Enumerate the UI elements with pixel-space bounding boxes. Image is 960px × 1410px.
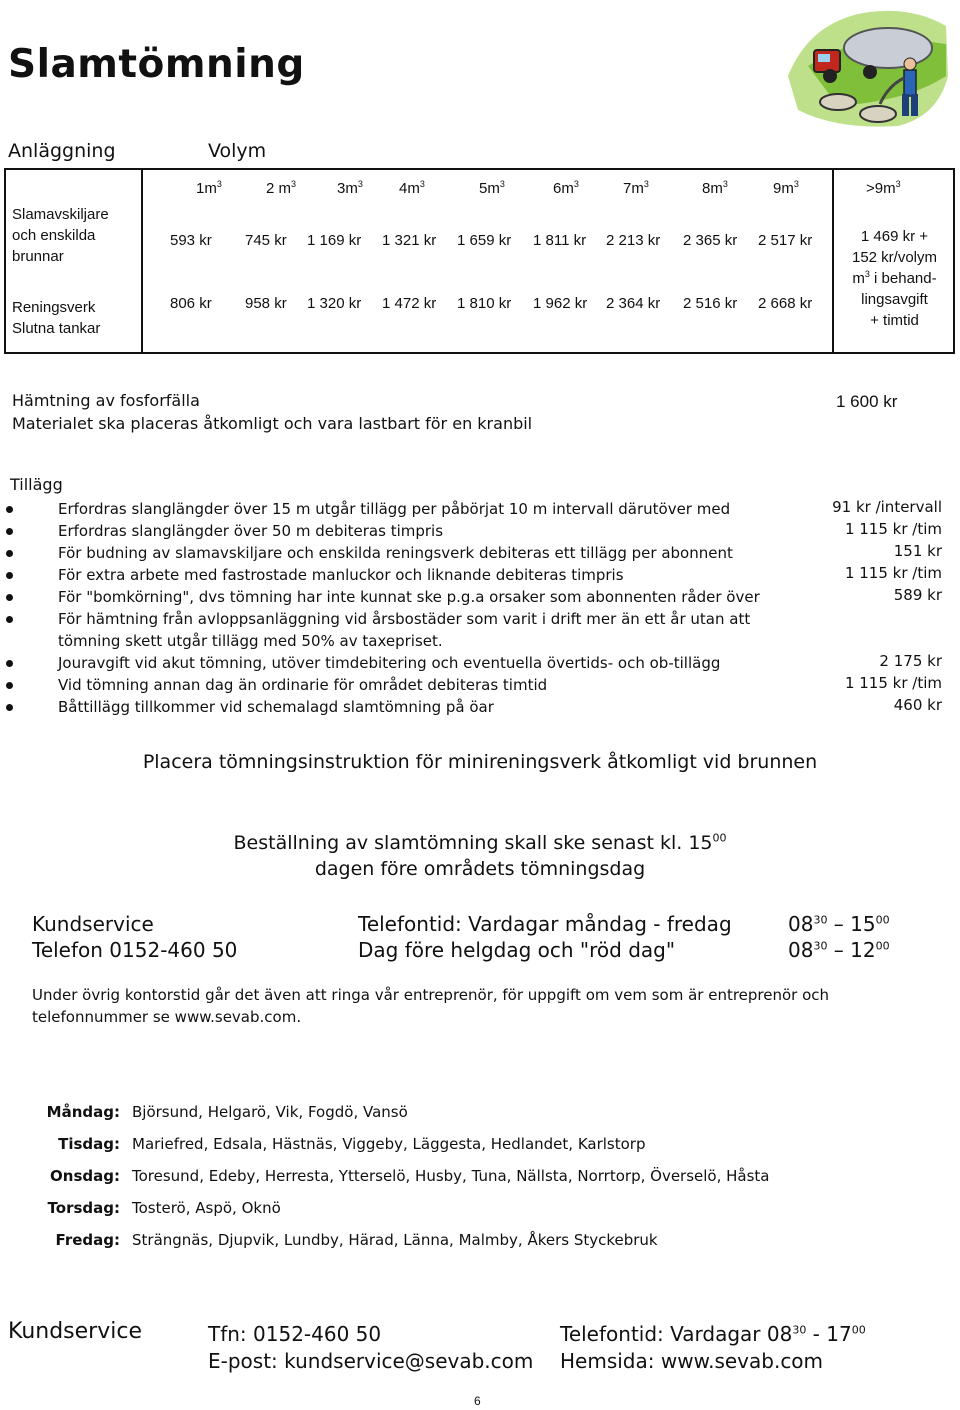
tillagg-value: 460 kr [893,696,942,714]
bullet-icon [6,550,13,557]
schedule-areas: Björsund, Helgarö, Vik, Fogdö, Vansö [132,1103,408,1121]
price-cell: 593 kr [170,232,212,249]
schedule-day: Onsdag: [50,1167,120,1185]
volume-header: $1m^3$ [196,179,222,197]
volume-header: $>9m^3$ [866,179,901,197]
price-cell: 1 811 kr [533,232,587,249]
tillagg-value: 1 115 kr /tim [844,674,942,692]
kundservice-label: Kundservice [32,912,154,936]
price-cell: 958 kr [245,295,287,312]
tillagg-item: För budning av slamavskiljare och enskilda reningsverk debiteras ett tillägg per abonnent [58,544,733,562]
fosfor-price: 1 600 kr [836,392,898,411]
tillagg-item: Jouravgift vid akut tömning, utöver timdebitering och eventuella övertids- och ob-tillägg [58,654,721,672]
bullet-icon [6,704,13,711]
over-9m3-price: 1 469 kr + 152 kr/volym $m^3$ i behand- lingsavgift + timtid [851,228,938,329]
tillagg-item: Vid tömning annan dag än ordinarie för området debiteras timtid [58,676,548,694]
fosfor-line2: Materialet ska placeras åtkomligt och vara lastbart för en kranbil [12,414,533,433]
schedule-day: Fredag: [55,1231,120,1249]
footer-phone: Tfn: 0152-460 50 [208,1322,382,1346]
ovrig-line2: telefonnummer se www.sevab.com. [32,1008,302,1026]
tillagg-value: 2 175 kr [879,652,942,670]
tillagg-value: 1 115 kr /tim [844,564,942,582]
bullet-icon [6,506,13,513]
ovrig-line1: Under övrig kontorstid går det även att ringa vår entreprenör, för uppgift om vem som är entreprenör och [32,986,830,1004]
bullet-icon [6,616,13,623]
bullet-icon [6,594,13,601]
price-cell: 745 kr [245,232,287,249]
schedule-areas: Strängnäs, Djupvik, Lundby, Härad, Länna, Malmby, Åkers Styckebruk [132,1231,658,1249]
schedule-day: Torsdag: [47,1199,120,1217]
bullet-icon [6,660,13,667]
volume-header: $6m^3$ [553,179,579,197]
price-cell: 1 810 kr [457,295,512,312]
kundservice-phone: Telefon 0152-460 50 [32,938,238,962]
tillagg-item: För extra arbete med fastrostade manluckor och liknande debiteras timpris [58,566,624,584]
tillagg-item: Båttillägg tillkommer vid schemalagd slamtömning på öar [58,698,494,716]
telefontid-weekdays: Telefontid: Vardagar måndag - fredag [358,912,732,936]
header-anlaggning: Anläggning [8,140,116,162]
bullet-icon [6,572,13,579]
bestallning-line2: dagen före områdets tömningsdag [314,858,646,880]
page-number: 6 [474,1394,481,1408]
schedule-areas: Tosterö, Aspö, Oknö [132,1199,281,1217]
placera-notice: Placera tömningsinstruktion för minireningsverk åtkomligt vid brunnen [142,751,818,773]
volume-header: $8m^3$ [702,179,728,197]
schedule-areas: Mariefred, Edsala, Hästnäs, Viggeby, Läggesta, Hedlandet, Karlstorp [132,1135,646,1153]
footer-kundservice: Kundservice [8,1319,142,1344]
tillagg-item: För hämtning från avloppsanläggning vid årsbostäder som varit i drift mer än ett år utan att tömning skett utgår tillägg med 50% av taxepriset. [58,610,751,650]
header-volym: Volym [208,140,267,162]
volume-header: $7m^3$ [623,179,649,197]
price-cell: 1 659 kr [457,232,512,249]
volume-header: $5m^3$ [479,179,505,197]
price-cell: 806 kr [170,295,212,312]
price-cell: 1 472 kr [382,295,437,312]
tillagg-item: För "bomkörning", dvs tömning har inte kunnat ske p.g.a orsaker som abonnenten råder över [58,588,760,606]
schedule-day: Måndag: [46,1103,120,1121]
bullet-icon [6,528,13,535]
price-cell: 2 516 kr [683,295,738,312]
footer-website[interactable]: Hemsida: www.sevab.com [560,1349,824,1373]
tillagg-value: 1 115 kr /tim [844,520,942,538]
price-cell: 1 169 kr [307,232,362,249]
page-title: Slamtömning [8,42,305,87]
bestallning-line1: Beställning av slamtömning skall ske senast kl. $15^{00}$ [233,831,727,854]
tillagg-value: 151 kr [893,542,942,560]
footer-telefontid: Telefontid: Vardagar $08^{30} - 17^{00}$ [560,1322,866,1346]
price-table [4,168,955,354]
volume-header: $9m^3$ [773,179,799,197]
price-cell: 2 364 kr [606,295,661,312]
tillagg-item: Erfordras slanglängder över 50 m debiteras timpris [58,522,444,540]
price-cell: 2 517 kr [758,232,813,249]
tillagg-item: Erfordras slanglängder över 15 m utgår tillägg per påbörjat 10 m intervall därutöver med [58,500,731,518]
price-cell: 2 668 kr [758,295,813,312]
tillagg-value: 589 kr [893,586,942,604]
row-label-slamavskiljare: Slamavskiljare och enskilda brunnar [12,206,109,265]
schedule-areas: Toresund, Edeby, Herresta, Ytterselö, Husby, Tuna, Nällsta, Norrtorp, Överselö, Håsta [132,1167,770,1185]
telefontid-holiday-eve: Dag före helgdag och "röd dag" [358,938,676,962]
volume-header: 2 $m^3$ [266,179,297,197]
tillagg-heading: Tillägg [10,475,63,494]
footer-email[interactable]: E-post: kundservice@sevab.com [208,1349,534,1373]
schedule-day: Tisdag: [58,1135,120,1153]
price-cell: 2 213 kr [606,232,661,249]
table-divider [832,170,834,352]
table-divider [141,170,143,352]
volume-header: $4m^3$ [399,179,425,197]
volume-header: $3m^3$ [337,179,363,197]
price-cell: 2 365 kr [683,232,738,249]
tillagg-value: 91 kr /intervall [832,498,942,516]
telefontid-holiday-hours: $08^{30} - 12^{00}$ [788,938,890,962]
bullet-icon [6,682,13,689]
price-cell: 1 320 kr [307,295,362,312]
fosfor-line1: Hämtning av fosforfälla [12,391,200,410]
septic-truck-illustration [778,6,954,130]
row-label-reningsverk: Reningsverk Slutna tankar [12,299,101,337]
telefontid-weekday-hours: $08^{30} - 15^{00}$ [788,912,890,936]
price-cell: 1 962 kr [533,295,588,312]
price-cell: 1 321 kr [382,232,437,249]
